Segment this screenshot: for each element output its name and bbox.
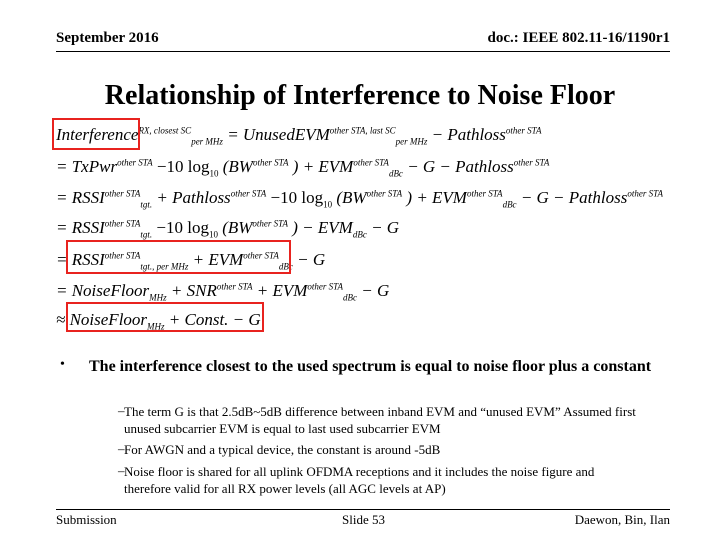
equation-4: = $RSSI^{other STA}_{tgt.} -10$ $\log_{10} (BW^{other STA}$ ) − $EVM_{dBc} - G$	[56, 218, 400, 240]
header-doc-id: doc.: IEEE 802.11-16/1190r1	[487, 30, 670, 46]
header-rule	[56, 51, 670, 52]
equation-2: = TxPwr$^{other STA}$ −10 $\log_{10} (BW^{other STA}$ ) + $EVM^{other STA}_{dBc} - G$ − Pathloss$^{other STA}$	[56, 157, 550, 179]
subbullet-dash-2: –	[118, 441, 125, 456]
equation-6: = NoiseFloor$_{MHz}$ + $SNR^{other STA} + EVM^{other STA}_{dBc} - G$	[56, 281, 390, 303]
equation-5: = $RSSI^{other STA}_{tgt., per MHz} + EVM^{other STA}_{dBc} - G$	[56, 250, 326, 272]
header-date: September 2016	[56, 30, 159, 46]
subbullet-2: For AWGN and a typical device, the constant is around -5dB	[124, 442, 441, 457]
equation-7: ≈ NoiseFloor$_{MHz}$ + Const. − G	[56, 310, 261, 332]
highlight-box-interference	[52, 118, 140, 150]
footer-submission: Submission	[56, 512, 117, 527]
highlight-box-noise-floor	[66, 302, 264, 332]
subbullet-dash-1: –	[118, 403, 125, 418]
equation-1: Interference$^{RX, closest SC}_{per MHz}$ = UnusedEVM$^{other STA, last SC}_{per MHz}$ − Pathloss$^{other STA}$	[56, 125, 542, 147]
subbullet-dash-3: –	[118, 463, 125, 478]
footer-rule	[56, 509, 670, 510]
highlight-box-rssi-evm	[66, 240, 291, 274]
subbullet-1: The term G is that 2.5dB~5dB difference between inband EVM and “unused EVM” Assumed first unused subcarrier EVM is equal to last used subcarrier EVM	[124, 404, 636, 436]
slide-title: Relationship of Interference to Noise Floor	[104, 80, 616, 111]
footer-authors: Daewon, Bin, Ilan	[574, 512, 670, 527]
bullet-main: The interference closest to the used spectrum is equal to noise floor plus a constant	[89, 358, 652, 375]
bullet-marker: •	[60, 357, 65, 372]
subbullet-3: Noise floor is shared for all uplink OFDMA receptions and it includes the noise figure and therefore valid for all RX power levels (all AGC levels at AP)	[124, 464, 595, 496]
equation-3: = $RSSI^{other STA}_{tgt.}$ + Pathloss$^{other STA}$ −10 $\log_{10} (BW^{other STA}$ ) + $EVM^{other STA}_{dBc} - G$ − Pathloss$^{other STA}$	[56, 188, 663, 210]
footer-slide-number: Slide 53	[342, 512, 385, 527]
